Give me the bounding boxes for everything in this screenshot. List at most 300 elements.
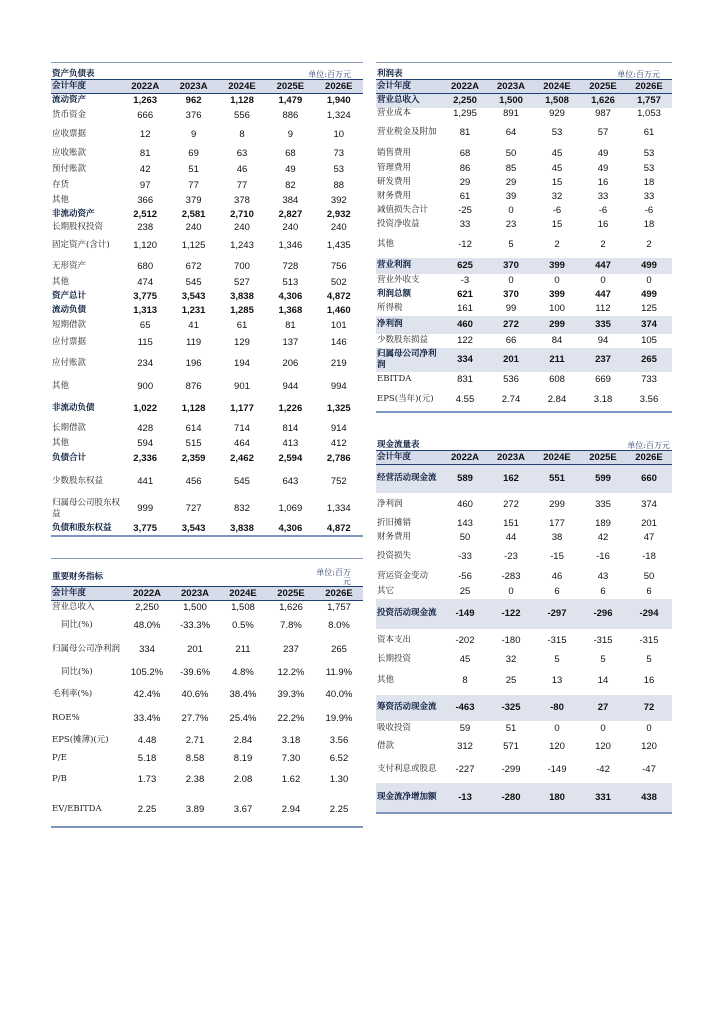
- column-header-label: 会计年度: [51, 80, 121, 94]
- cell-value: 238: [137, 222, 154, 233]
- cell-value: 456: [185, 476, 202, 487]
- cell-value: 115: [137, 337, 153, 348]
- cell-value: 94: [597, 335, 609, 346]
- cell-value: 39: [505, 191, 517, 202]
- cell-value: -227: [455, 764, 475, 775]
- cell-value: 0: [600, 723, 606, 734]
- cell-value: 64: [505, 127, 517, 138]
- cell-value: 12.2%: [277, 667, 305, 678]
- cell-value: 1,313: [133, 305, 158, 316]
- cell-value: 728: [282, 261, 299, 272]
- row-label: EPS(摊薄)(元): [52, 735, 109, 745]
- cell-value: 994: [330, 381, 347, 392]
- table-row: [51, 234, 363, 258]
- row-label: P/B: [52, 774, 67, 784]
- table-row: [376, 372, 672, 388]
- table-row: [376, 737, 672, 757]
- cash-flow-title-bar: [376, 432, 672, 450]
- cell-value: 515: [185, 438, 202, 449]
- cell-value: 240: [234, 222, 250, 233]
- cell-value: 5: [508, 239, 514, 250]
- column-header-year: 2024E: [534, 451, 580, 465]
- income-statement-header-row: [376, 80, 672, 94]
- key-metrics-title-bar: [51, 558, 363, 586]
- table-row: [51, 683, 363, 707]
- row-label: 经营活动现金流: [376, 465, 442, 493]
- cell-value: 2,250: [135, 602, 159, 614]
- cell-value: 392: [330, 195, 347, 206]
- cell-value: 1,940: [326, 95, 351, 107]
- column-header-year: 2022A: [123, 587, 171, 601]
- cell-value: 33: [597, 191, 609, 202]
- cell-value: 61: [643, 127, 655, 138]
- column-header-label: 会计年度: [376, 451, 442, 465]
- key-metrics-table: [51, 586, 363, 828]
- cell-value: 1,226: [278, 403, 303, 414]
- cell-value: 1.30: [329, 774, 349, 785]
- table-row: [376, 629, 672, 653]
- cell-value: 46: [236, 164, 248, 175]
- cell-value: 987: [595, 108, 611, 119]
- cell-value: 1,757: [626, 94, 672, 108]
- key-metrics-header-row: [51, 587, 363, 601]
- row-label: 营运资金变动: [377, 571, 429, 581]
- cell-value: 4,872: [326, 522, 351, 534]
- cell-value: 2,462: [230, 453, 254, 464]
- cell-value: 16: [597, 177, 609, 188]
- row-label: 其他: [52, 438, 70, 448]
- row-label: 流动资产: [52, 95, 87, 106]
- cell-value: 1,231: [181, 305, 206, 316]
- cell-value: 669: [595, 374, 611, 385]
- cell-value: 272: [503, 499, 519, 510]
- column-header-year: 2023A: [488, 451, 534, 465]
- row-label: 流动负债: [52, 305, 87, 315]
- table-row: [51, 222, 363, 234]
- cell-value: 151: [503, 518, 519, 529]
- cell-value: 6.52: [329, 753, 349, 764]
- cell-value: 335: [595, 499, 611, 510]
- cell-value: 6: [554, 586, 560, 597]
- row-label: 同比(%): [61, 620, 93, 630]
- cell-value: 2,359: [181, 453, 206, 464]
- cell-value: 29: [505, 177, 517, 188]
- column-header-year: 2025E: [266, 80, 314, 94]
- table-row: [376, 190, 672, 204]
- cell-value: 4,306: [278, 291, 303, 302]
- cell-value: 733: [641, 374, 657, 385]
- cell-value: 3,543: [181, 522, 206, 534]
- row-label: 少数股东权益: [52, 476, 104, 486]
- row-label: 营业外收支: [377, 275, 420, 285]
- row-label: 财务费用: [377, 191, 412, 201]
- cell-value: 143: [457, 518, 473, 529]
- cell-value: 1,346: [278, 240, 303, 251]
- cell-value: 1,295: [453, 108, 477, 119]
- cell-value: -299: [501, 764, 521, 775]
- cell-value: 68: [459, 148, 471, 159]
- row-label: 货币资金: [52, 110, 87, 120]
- table-row: [376, 757, 672, 783]
- cell-value: -202: [455, 635, 475, 646]
- row-label: 其他: [377, 239, 395, 249]
- cell-value: 1,053: [637, 108, 661, 119]
- column-header-year: 2023A: [488, 80, 534, 94]
- cell-value: 234: [137, 358, 154, 369]
- cell-value: 876: [185, 381, 202, 392]
- cell-value: 81: [139, 148, 151, 159]
- cell-value: 43: [597, 571, 609, 582]
- table-row: [376, 232, 672, 258]
- cell-value: 1,120: [133, 240, 158, 251]
- cell-value: 608: [549, 374, 565, 385]
- cell-value: 8: [462, 675, 468, 686]
- table-row: [51, 376, 363, 398]
- row-label: 应付票据: [52, 337, 87, 347]
- cell-value: 3,838: [230, 522, 254, 534]
- cell-value: 891: [503, 108, 519, 119]
- cell-value: 49: [597, 148, 609, 159]
- cell-value: 1,334: [326, 503, 351, 514]
- cell-value: 2.74: [501, 393, 521, 405]
- row-label: 净利润: [377, 499, 403, 509]
- cell-value: -283: [501, 571, 521, 582]
- cell-value: -16: [596, 551, 610, 562]
- table-row: [51, 615, 363, 637]
- cell-value: 53: [551, 127, 563, 138]
- cell-value: 502: [330, 277, 347, 288]
- cell-value: 51: [505, 723, 517, 734]
- cell-value: 122: [457, 335, 473, 346]
- cell-value: 44: [505, 532, 517, 543]
- cell-value: 0: [508, 586, 514, 597]
- cell-value: 61: [459, 191, 471, 202]
- cell-value: 38.4%: [229, 689, 257, 700]
- cash-flow-table: [376, 450, 672, 814]
- cell-value: 752: [330, 476, 347, 487]
- cell-value: 53: [643, 148, 655, 159]
- income-statement-title: 利润表: [377, 69, 403, 79]
- column-header-year: 2023A: [169, 80, 217, 94]
- cell-value: 901: [234, 381, 250, 392]
- cell-value: 727: [185, 503, 202, 514]
- cell-value: 1,757: [327, 602, 351, 614]
- cell-value: 4.8%: [232, 667, 254, 678]
- cell-value: 914: [330, 423, 347, 434]
- cell-value: 8.0%: [328, 620, 350, 631]
- cell-value: -13: [442, 783, 488, 813]
- cell-value: 962: [185, 95, 202, 107]
- cell-value: 2.71: [185, 735, 205, 746]
- cell-value: 589: [442, 465, 488, 493]
- cell-value: 211: [235, 644, 251, 655]
- row-label: 应付账款: [52, 358, 87, 368]
- cell-value: -33: [458, 551, 472, 562]
- column-header-year: 2026E: [315, 80, 363, 94]
- cell-value: 460: [442, 316, 488, 334]
- cell-value: 272: [488, 316, 534, 334]
- cell-value: 0.5%: [232, 620, 254, 631]
- cell-value: 8.19: [233, 753, 253, 764]
- key-metrics-panel: [51, 558, 363, 828]
- cell-value: 0: [554, 723, 560, 734]
- cell-value: 42: [139, 164, 151, 175]
- cell-value: 86: [459, 163, 471, 174]
- row-label: 其它: [377, 586, 395, 596]
- cell-value: 3,775: [133, 291, 158, 302]
- row-label: 资本支出: [377, 635, 412, 645]
- cell-value: -25: [458, 205, 472, 216]
- table-row: [376, 258, 672, 274]
- table-row: [376, 146, 672, 162]
- column-header-year: 2025E: [267, 587, 315, 601]
- cell-value: 1,125: [181, 240, 206, 251]
- cell-value: 206: [282, 358, 299, 369]
- cell-value: -3: [460, 275, 470, 286]
- row-label: 应收账款: [52, 148, 87, 158]
- cell-value: 46: [551, 571, 563, 582]
- cell-value: 0: [600, 275, 606, 286]
- cell-value: 4.48: [137, 735, 157, 746]
- table-row: [51, 398, 363, 420]
- cell-value: 120: [641, 741, 657, 752]
- table-row: [51, 420, 363, 438]
- balance-sheet-title: 资产负债表: [52, 69, 95, 79]
- cell-value: 1,626: [279, 602, 303, 614]
- cell-value: 49: [285, 164, 296, 175]
- cell-value: 33: [459, 219, 471, 230]
- cell-value: 38: [551, 532, 563, 543]
- table-row: [376, 162, 672, 176]
- cell-value: 120: [549, 741, 565, 752]
- row-label: 长期投资: [377, 654, 412, 664]
- cell-value: 1,324: [326, 110, 351, 121]
- cell-value: 0: [646, 723, 652, 734]
- row-label: EBITDA: [377, 374, 412, 384]
- table-row: [376, 302, 672, 316]
- cell-value: 1,069: [278, 503, 303, 514]
- cell-value: 599: [580, 465, 626, 493]
- row-label: 借款: [377, 741, 395, 751]
- row-label: 所得税: [377, 303, 403, 313]
- cell-value: -149: [547, 764, 567, 775]
- cell-value: 666: [137, 110, 154, 121]
- cell-value: 1,500: [488, 94, 534, 108]
- row-label: 投资活动现金流: [376, 599, 442, 629]
- cell-value: 399: [549, 289, 565, 300]
- cell-value: 643: [282, 476, 299, 487]
- cell-value: 621: [457, 289, 473, 300]
- row-label: 营业税金及附加: [377, 127, 437, 137]
- cell-value: 4,306: [278, 522, 303, 534]
- cell-value: 7.30: [281, 753, 301, 764]
- row-label: 管理费用: [377, 163, 412, 173]
- table-row: [376, 667, 672, 695]
- table-row: [376, 695, 672, 721]
- table-row: [376, 288, 672, 302]
- cell-value: 33: [643, 191, 655, 202]
- row-label: 负债合计: [52, 453, 87, 463]
- row-label: 短期借款: [52, 320, 87, 330]
- cell-value: 1,022: [133, 403, 158, 414]
- cell-value: 2.84: [547, 393, 567, 405]
- cell-value: 2.38: [185, 774, 205, 785]
- balance-sheet-unit: 单位:百万元: [308, 70, 351, 79]
- cell-value: 556: [234, 110, 250, 121]
- table-row: [376, 585, 672, 599]
- table-row: [51, 258, 363, 276]
- cell-value: 77: [236, 180, 248, 191]
- cell-value: 201: [641, 518, 657, 529]
- table-row: [51, 124, 363, 146]
- row-label: 利润总额: [377, 289, 412, 299]
- cell-value: 66: [505, 335, 517, 346]
- cell-value: 594: [137, 438, 154, 449]
- cell-value: 25.4%: [229, 713, 257, 724]
- cell-value: 33.4%: [133, 713, 161, 724]
- cell-value: -6: [644, 205, 654, 216]
- row-label: 投资净收益: [377, 219, 420, 229]
- cell-value: 464: [234, 438, 250, 449]
- cell-value: -23: [504, 551, 518, 562]
- cell-value: 2.08: [233, 774, 253, 785]
- cell-value: -315: [547, 635, 567, 646]
- cell-value: 3,838: [230, 291, 254, 302]
- cell-value: -315: [639, 635, 659, 646]
- table-row: [376, 108, 672, 120]
- cell-value: 1,368: [278, 305, 303, 316]
- cell-value: -18: [642, 551, 656, 562]
- cell-value: 474: [137, 277, 154, 288]
- cell-value: 14: [597, 675, 609, 686]
- cell-value: 814: [282, 423, 299, 434]
- column-header-year: 2026E: [315, 587, 363, 601]
- cell-value: 81: [459, 127, 471, 138]
- table-row: [51, 438, 363, 450]
- cell-value: 2.25: [329, 803, 349, 815]
- table-row: [51, 496, 363, 522]
- cell-value: 886: [282, 110, 299, 121]
- cell-value: 53: [643, 163, 655, 174]
- cell-value: 97: [139, 180, 151, 191]
- table-row: [376, 569, 672, 585]
- table-row: [51, 290, 363, 304]
- table-row: [376, 94, 672, 108]
- balance-sheet-panel: [51, 62, 363, 537]
- table-row: [51, 468, 363, 496]
- table-row: [376, 599, 672, 629]
- cell-value: 84: [551, 335, 563, 346]
- cell-value: 334: [139, 644, 155, 655]
- cell-value: 1,128: [230, 95, 254, 107]
- table-row: [51, 707, 363, 731]
- cell-value: 45: [551, 163, 563, 174]
- cell-value: 0: [508, 275, 514, 286]
- cell-value: 428: [137, 423, 154, 434]
- cell-value: 177: [549, 518, 565, 529]
- row-label: 销售费用: [377, 148, 412, 158]
- cell-value: 3.18: [281, 735, 301, 746]
- cell-value: 85: [505, 163, 517, 174]
- cell-value: 41: [188, 320, 199, 331]
- cell-value: 551: [534, 465, 580, 493]
- cell-value: 441: [137, 476, 154, 487]
- cell-value: 18: [643, 219, 655, 230]
- cell-value: 0: [508, 205, 514, 216]
- row-label: 其他: [52, 195, 70, 205]
- table-row: [51, 601, 363, 615]
- cell-value: 374: [626, 316, 672, 334]
- cell-value: 376: [185, 110, 202, 121]
- cell-value: 1,177: [230, 403, 254, 414]
- table-row: [51, 334, 363, 352]
- cell-value: -15: [550, 551, 564, 562]
- row-label: 减值损失合计: [377, 205, 429, 215]
- cell-value: 2.94: [281, 803, 301, 815]
- cash-flow-header-row: [376, 451, 672, 465]
- cell-value: 40.6%: [181, 689, 209, 700]
- cell-value: 42.4%: [133, 689, 161, 700]
- cell-value: 40.0%: [325, 689, 353, 700]
- cell-value: -47: [642, 764, 656, 775]
- cell-value: -296: [580, 599, 626, 629]
- cell-value: 162: [488, 465, 534, 493]
- income-statement-title-bar: [376, 62, 672, 79]
- cell-value: 119: [186, 337, 202, 348]
- cell-value: 65: [139, 320, 151, 331]
- cell-value: 39.3%: [277, 689, 305, 700]
- cell-value: 536: [503, 374, 519, 385]
- cell-value: 1,479: [278, 95, 303, 107]
- cell-value: 265: [626, 348, 672, 372]
- cell-value: 50: [459, 532, 471, 543]
- cell-value: 45: [459, 654, 471, 665]
- row-label: 筹资活动现金流: [376, 695, 442, 721]
- cell-value: -463: [442, 695, 488, 721]
- cell-value: 1,285: [230, 305, 254, 316]
- table-row: [376, 653, 672, 667]
- row-label: 存货: [52, 180, 70, 190]
- cell-value: 196: [185, 358, 202, 369]
- column-header-year: 2026E: [626, 451, 672, 465]
- row-label: 长期借款: [52, 423, 87, 433]
- cell-value: 1,243: [230, 240, 254, 251]
- cell-value: 240: [330, 222, 347, 233]
- cell-value: 11.9%: [325, 667, 353, 678]
- cell-value: 29: [459, 177, 471, 188]
- cell-value: 527: [234, 277, 250, 288]
- table-row: [51, 352, 363, 376]
- column-header-year: 2022A: [442, 80, 488, 94]
- cell-value: 384: [282, 195, 299, 206]
- cell-value: -280: [488, 783, 534, 813]
- cell-value: -325: [488, 695, 534, 721]
- cell-value: -149: [442, 599, 488, 629]
- cell-value: 125: [641, 303, 657, 314]
- table-row: [51, 162, 363, 178]
- cell-value: 4.55: [455, 393, 475, 405]
- cell-value: 5: [646, 654, 652, 665]
- row-label: EPS(当年)(元): [377, 393, 434, 404]
- cell-value: 571: [503, 741, 519, 752]
- cell-value: 63: [236, 148, 248, 159]
- column-header-label: 会计年度: [376, 80, 442, 94]
- cell-value: 201: [488, 348, 534, 372]
- cell-value: 219: [330, 358, 347, 369]
- cell-value: 240: [185, 222, 202, 233]
- row-label: 毛利率(%): [52, 689, 93, 699]
- cell-value: 1,508: [534, 94, 580, 108]
